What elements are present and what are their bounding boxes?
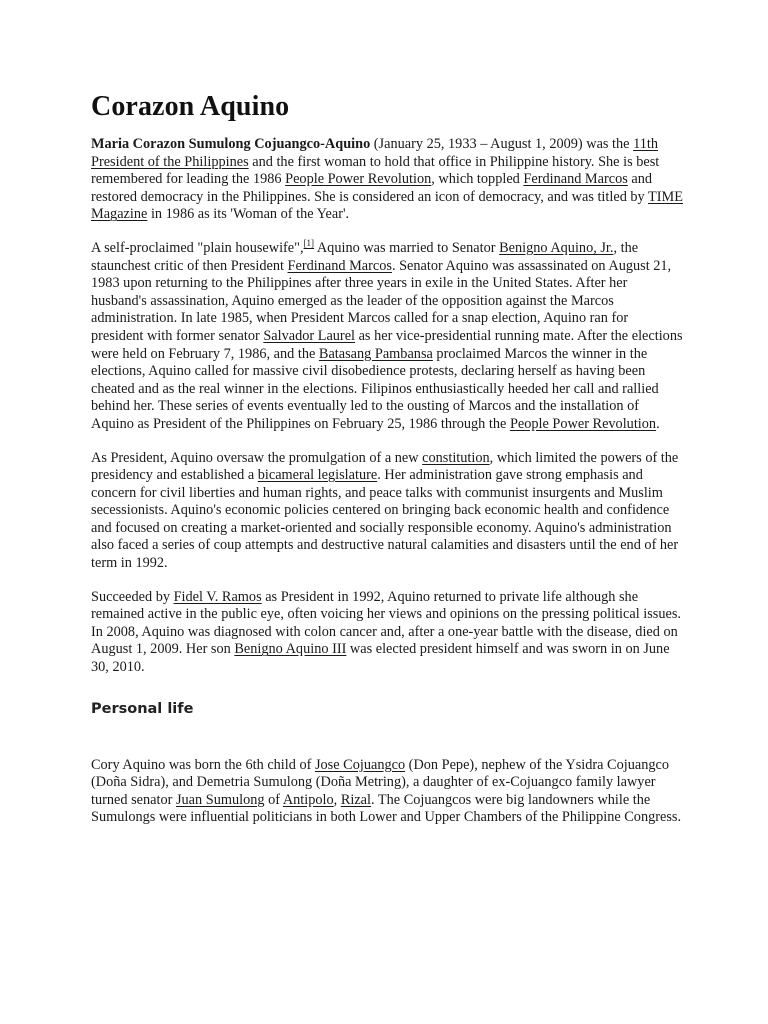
link-batasang-pambansa[interactable]: Batasang Pambansa [318,345,433,362]
text-span: . Her administration gave strong emphasis and concern for civil liberties and human rights, and peace talks with communist insurgents and Muslim secessionists. Aquino's economic policies centered on bringing back economic health and confidence and focused on creating a market-oriented and socially responsible economy. Aquino's administration also faced a series of coup attempts and destructive natural calamities and disasters until the end of her term in 1992. [91,467,679,572]
section-heading-personal-life: Personal life [91,700,194,717]
link-salvador-laurel[interactable]: Salvador Laurel [263,327,356,344]
text-span: proclaimed Marcos the winner in the elections, Aquino called for massive civil disobedience protests, declaring herself as having been cheated and as the real winner in the elections. Filipinos enthusiastically heeded her call and rallied behind her. These series of events eventually led to the ousting of Marcos and the installation of Aquino as President of the Philippines on February 25, 1986 through the [91,345,659,432]
text-span: in 1986 as its 'Woman of the Year'. [147,206,350,223]
link-benigno-aquino-jr[interactable]: Benigno Aquino, Jr. [499,239,614,256]
later-life-paragraph [91,589,683,677]
text-span: . [656,415,660,432]
subject-full-name: Maria Corazon Sumulong Cojuangco-Aquino [91,136,371,152]
link-ferdinand-marcos[interactable]: Ferdinand Marcos [523,171,628,188]
citation-link-1[interactable]: [1] [303,238,315,249]
text-span: was elected president himself and was sworn in on June 30, 2010. [91,641,670,676]
text-span: , [333,791,341,808]
link-fidel-v-ramos[interactable]: Fidel V. Ramos [173,588,262,605]
text-span: As President, Aquino oversaw the promulgation of a new [91,449,423,466]
presidency-paragraph [91,450,683,573]
link-president-of-the-philippines[interactable]: President of the Philippines [91,153,249,170]
link-juan-sumulong[interactable]: Juan Sumulong [175,791,265,808]
text-span: (January 25, 1933 – August 1, 2009) was the [370,136,634,152]
link-benigno-aquino-iii[interactable]: Benigno Aquino III [234,641,347,658]
text-span: as her vice-presidential running mate. After the elections were held on February 7, 1986, and the [91,327,683,362]
article [91,90,683,843]
text-span: . The Cojuangcos were big landowners while the Sumulongs were influential politicians in both Lower and Upper Chambers of the Philippine Congress. [91,791,682,826]
personal-life-paragraph [91,757,683,827]
text-span: , the staunchest critic of then President [91,239,639,274]
text-span: as President in 1992, Aquino returned to private life although she remained active in the public eye, often voicing her views and opinions on the pressing political issues. In 2008, Aquino was diagnosed with colon cancer and, after a one-year battle with the disease, died on August 1, 2009. Her son [91,588,681,658]
text-span: (Don Pepe), nephew of the Ysidra Cojuangco (Doña Sidra), and Demetria Sumulong (Doña Metring), a daughter of ex-Cojuangco family lawyer turned senator [91,756,670,808]
text-span: Succeeded by [91,588,174,605]
page-title: Corazon Aquino [91,91,290,122]
text-span: A self-proclaimed "plain housewife", [91,239,304,256]
text-span: . Senator Aquino was assassinated on August 21, 1983 upon returning to the Philippines after three years in exile in the United States. After her husband's assassination, Aquino emerged as the leader of the opposition against the Marcos administration. In late 1985, when President Marcos called for a snap election, Aquino ran for president with former senator [91,257,672,344]
link-people-power-revolution-2[interactable]: People Power Revolution [509,415,657,432]
link-rizal[interactable]: Rizal [340,791,371,808]
link-bicameral-legislature[interactable]: bicameral legislature [257,467,378,484]
text-span: Aquino was married to Senator [314,239,500,256]
link-jose-cojuangco[interactable]: Jose Cojuangco [314,756,406,773]
text-span: of [264,791,283,808]
text-span: and the first woman to hold that office in Philippine history. She is best remembered for leading the 1986 [91,153,660,188]
text-span: Cory Aquino was born the 6th child of [91,756,315,773]
link-antipolo[interactable]: Antipolo [282,791,334,808]
text-span: , which toppled [431,171,524,188]
biography-paragraph [91,240,683,434]
link-time-magazine[interactable]: TIME Magazine [91,188,683,223]
intro-paragraph [91,136,683,224]
link-ferdinand-marcos-2[interactable]: Ferdinand Marcos [287,257,392,274]
text-span: and restored democracy in the Philippines. She is considered an icon of democracy, and was titled by [91,171,653,205]
link-people-power-revolution[interactable]: People Power Revolution [285,171,432,188]
link-constitution[interactable]: constitution [422,449,490,466]
text-span: , which limited the powers of the presidency and established a [91,449,679,484]
link-11th[interactable]: 11th [633,136,658,152]
